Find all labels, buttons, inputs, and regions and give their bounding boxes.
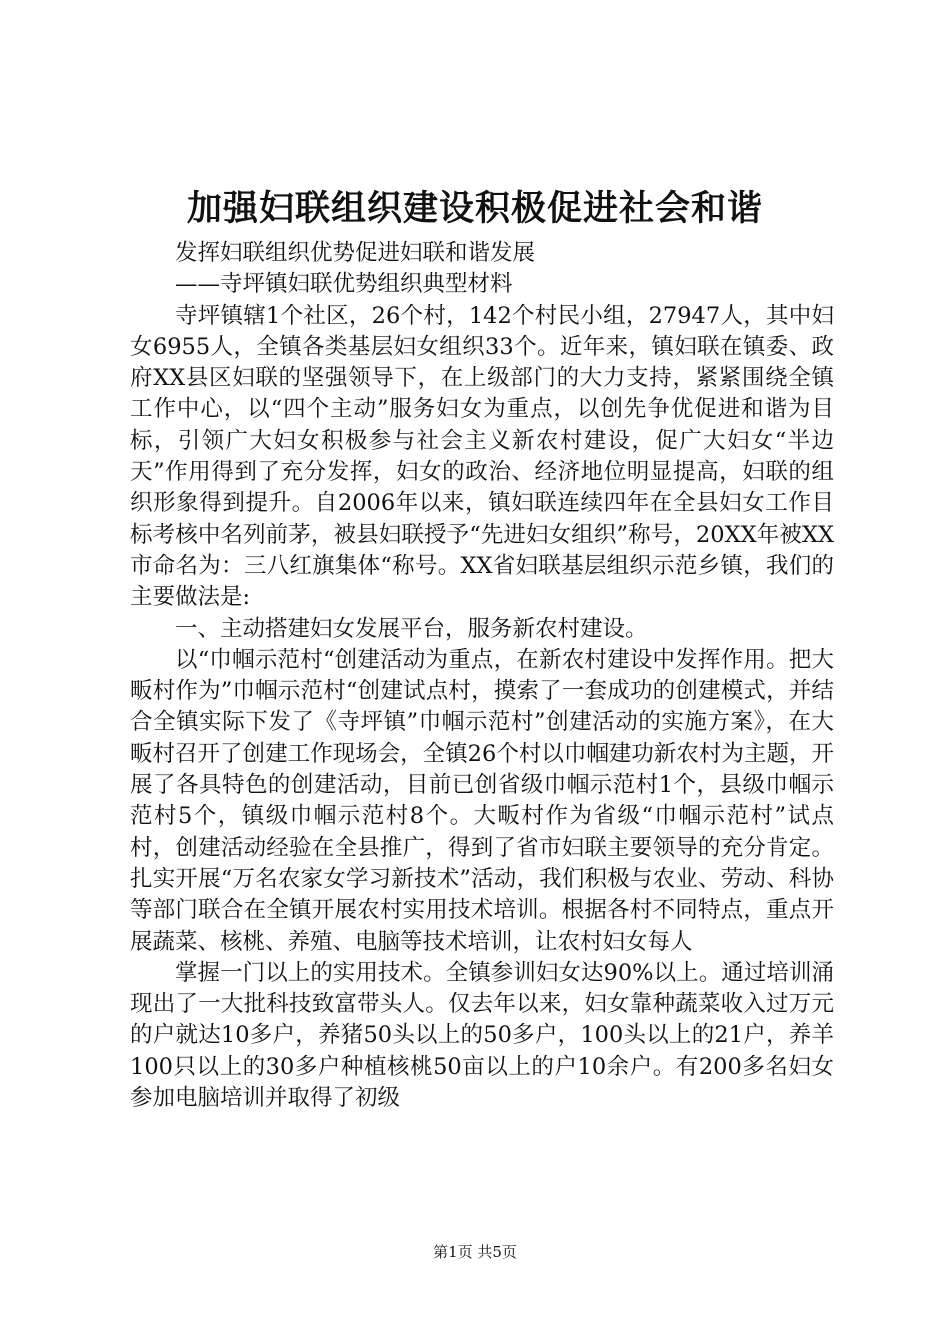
body-paragraph: 掌握一门以上的实用技术。全镇参训妇女达90%以上。通过培训涌现出了一大批科技致富带头人。仅去年以来，妇女靠种蔬菜收入过万元的户就达10多户，养猪50头以上的50多户，100头以上的21户，养羊100只以上的30多户种植核桃50亩以上的户10余户。有200多名妇女参加电脑培训并取得了初级 [130,959,834,1112]
section-heading: 一、主动搭建妇女发展平台，服务新农村建设。 [175,615,648,642]
subtitle-source-line: ——寺坪镇妇联优势组织典型材料 [175,271,513,298]
document-title: 加强妇联组织建设积极促进社会和谐 [186,188,763,229]
body-paragraph: 寺坪镇辖1个社区，26个村，142个村民小组，27947人，其中妇女6955人，全镇各类基层妇女组织33个。近年来，镇妇联在镇委、政府XX县区妇联的坚强领导下，在上级部门的大力支持，紧紧围绕全镇工作中心，以“四个主动”服务妇女为重点，以创先争优促进和谐为目标，引领广大妇女积极参与社会主义新农村建设，促广大妇女“半边天”作用得到了充分发挥，妇女的政治、经济地位明显提高，妇联的组织形象得到提升。自2006年以来，镇妇联连续四年在全县妇女工作目标考核中名列前茅，被县妇联授予“先进妇女组织”称号，20XX年被XX市命名为：三八红旗集体“称号。XX省妇联基层组织示范乡镇，我们的主要做法是: [130,302,834,611]
subtitle-line: 发挥妇联组织优势促进妇联和谐发展 [175,240,536,266]
document-body [130,238,834,1114]
page-footer: 第1页 共5页 [433,1243,517,1261]
body-paragraph: 以“巾帼示范村“创建活动为重点，在新农村建设中发挥作用。把大畈村作为”巾帼示范村“创建试点村，摸索了一套成功的创建模式，并结合全镇实际下发了《寺坪镇”巾帼示范村”创建活动的实施方案》，在大畈村召开了创建工作现场会，全镇26个村以巾帼建功新农村为主题，开展了各具特色的创建活动，目前已创省级巾帼示范村1个，县级巾帼示范村5个，镇级巾帼示范村8个。大畈村作为省级“巾帼示范村”试点村，创建活动经验在全县推广，得到了省市妇联主要领导的充分肯定。扎实开展“万名农家女学习新技术”活动，我们积极与农业、劳动、科协等部门联合在全镇开展农村实用技术培训。根据各村不同特点，重点开展蔬菜、核桃、养殖、电脑等技术培训，让农村妇女每人 [130,646,834,955]
